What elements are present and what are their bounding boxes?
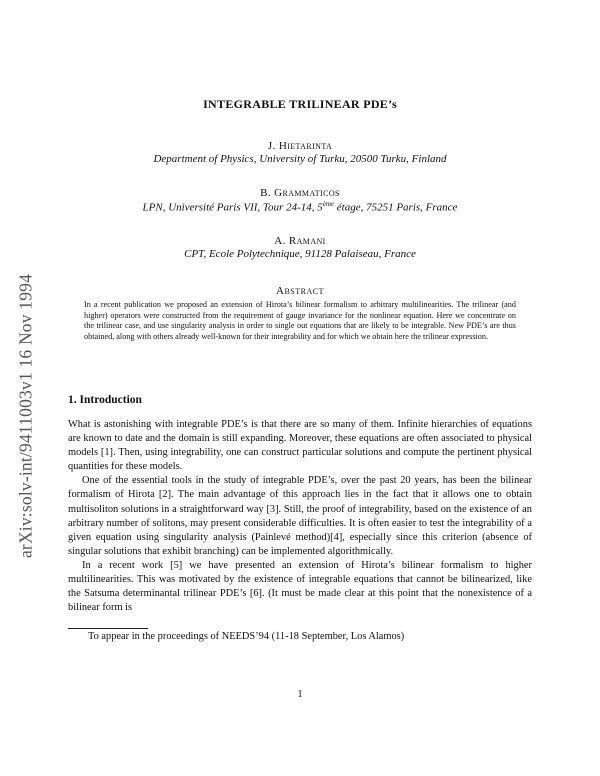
author-3: A. Ramani [274, 235, 326, 247]
footnote: To appear in the proceedings of NEEDS’94 (11-18 September, Los Alamos) [88, 631, 405, 642]
arxiv-identifier [6, 196, 46, 636]
paragraph-2: One of the essential tools in the study of integrable PDE’s, over the past 20 years, has been the bilinear formalism of Hirota [2]. The main advantage of this approach lies in the fact that it allows one to obtain multisoliton solutions in a straightforward way [3]. Still, the proof of integrability, based on the existence of an arbitrary number of solitons, may present considerable difficulties. It is often easier to test the integrability of a given equation using singularity analysis (Painlevé method)[4], especially since this criterion (absence of singular solutions that exhibit branching) can be implemented algorithmically. [68, 475, 532, 557]
author-1: J. Hietarinta [267, 140, 333, 152]
affiliation-1: Department of Physics, University of Turku, 20500 Turku, Finland [153, 153, 447, 165]
paragraph-1: What is astonishing with integrable PDE’s is that there are so many of them. Infinite hierarchies of equations are known to date and the domain is still expanding. Moreover, these equations are often associated to physical models [1]. Then, using integrability, one can construct particular solutions and compute the pertinent physical quantities for these models. [68, 419, 532, 473]
page-number: 1 [297, 689, 303, 700]
author-2: B. Grammaticos [260, 187, 340, 199]
footnote-rule [68, 628, 148, 629]
paper-title: INTEGRABLE TRILINEAR PDE’s [203, 97, 397, 111]
paragraph-3: In a recent work [5] we have presented an extension of Hirota’s bilinear formalism to higher multilinearities. This was motivated by the existence of integrable equations that cannot be bilinearized, like the Satsuma determinantal trilinear PDE’s [6]. (It must be made clear at this point that the nonexistence of a bilinear form is [68, 559, 532, 614]
body-text [68, 418, 532, 615]
affiliation-3: CPT, Ecole Polytechnique, 91128 Palaiseau, France [184, 248, 416, 260]
affiliation-2: LPN, Université Paris VII, Tour 24-14, 5ème étage, 75251 Paris, France [142, 200, 458, 214]
arxiv-identifier-text: arXiv:solv-int/9411003v1 16 Nov 1994 [15, 273, 36, 559]
abstract-heading: Abstract [276, 285, 324, 297]
section-heading: 1. Introduction [68, 394, 142, 406]
abstract-text: In a recent publication we proposed an extension of Hirota’s bilinear formalism to arbitrary multilinearities. The trilinear (and higher) operators were constructed from the requirement of gauge invariance for the nonlinear equation. Here we concentrate on the trilinear case, and use singularity analysis in order to single out equations that are likely to be integrable. New PDE’s are thus obtained, along with others already well-known for their integrability and for which we obtain here the trilinear expression. [84, 300, 516, 341]
